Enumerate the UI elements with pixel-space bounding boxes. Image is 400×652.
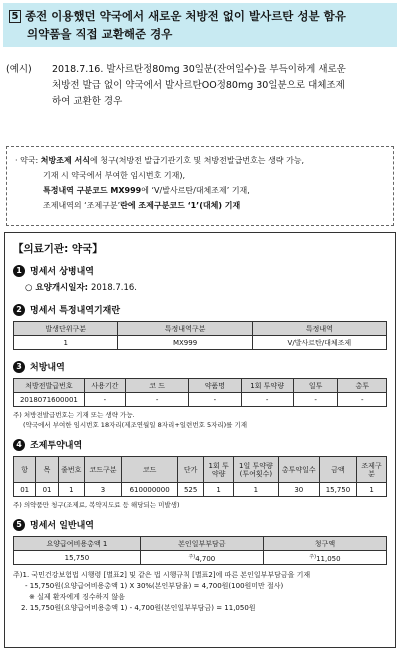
table-cell: -: [84, 393, 125, 407]
start-date-value: 2018.7.16.: [91, 283, 137, 293]
table-cell: -: [125, 393, 188, 407]
table-header: 줄번호: [58, 457, 84, 483]
section-2-title: [13, 303, 387, 316]
circle-number: 2: [13, 304, 25, 316]
table-cell: [263, 551, 386, 565]
table-cell: 1: [204, 483, 234, 497]
table-cell: 3: [84, 483, 121, 497]
special-details-table: [13, 321, 387, 350]
start-date-label: 요양개시일자:: [35, 283, 92, 293]
circle-number: 1: [13, 265, 25, 277]
table-header: 사용기간: [84, 379, 125, 393]
table-cell: 1: [14, 336, 118, 350]
section-header: [3, 3, 397, 47]
header-title-line1: 종전 이용했던 약국에서 새로운 처방전 없이 발사르탄 성분 함유: [25, 9, 346, 23]
table-header: 총투약일수: [278, 457, 319, 483]
footnote-marker: 주): [188, 553, 196, 560]
table-cell: -: [293, 393, 338, 407]
dispensing-table: [13, 456, 387, 497]
footnote-line: 주)1. 국민건강보험법 시행령 [별표2] 및 같은 법 시행규칙 [별표2]에 따른 본인일부부담금을 기재: [13, 571, 311, 579]
table-header: 발생단위구분: [14, 322, 118, 336]
table-cell: 01: [36, 483, 58, 497]
circle-number: 5: [13, 519, 25, 531]
table-cell: 1: [357, 483, 387, 497]
footnote-line: ※ 실제 환자에게 징수하지 않음: [29, 593, 125, 601]
note-text: 에 청구(처방전 발급기관기호 및 처방전발급번호는 생략 가능,: [89, 156, 305, 165]
table-header: 1일 투약량(투여횟수): [234, 457, 279, 483]
table-header: 조제구분: [357, 457, 387, 483]
section-5-title: [13, 518, 387, 531]
section-title: 명세서 특정내역기재란: [30, 306, 121, 316]
table-header: 단가: [178, 457, 204, 483]
note-text: 약국:: [20, 156, 41, 165]
claim-form: [4, 232, 396, 648]
table-cell: [140, 551, 263, 565]
caption-line: (약국에서 부여한 임시번호 18자리(제조연월일 8자리+일련번호 5자리)를 기재: [23, 421, 248, 429]
prescription-caption: [13, 410, 387, 430]
example-line: 하여 교환한 경우: [52, 96, 123, 107]
footnotes: [13, 570, 387, 614]
example-line: 2018.7.16. 발사르탄정80mg 30일분(잔여일수)을 부득이하게 새로운: [52, 64, 346, 75]
section-4-title: [13, 438, 387, 451]
section-3-title: [13, 360, 387, 373]
note-bold: 특정내역 구분코드 MX999: [43, 186, 142, 195]
example-label: (예시): [6, 64, 32, 75]
table-cell: 1: [234, 483, 279, 497]
section-title: 명세서 일반내역: [30, 521, 94, 531]
caption-line: 주) 처방전발급번호는 기재 또는 생략 가능.: [13, 411, 135, 419]
footnote-marker: 주): [309, 553, 317, 560]
table-cell: 1: [58, 483, 84, 497]
table-header: 본인일부부담금: [140, 537, 263, 551]
table-cell: 610000000: [122, 483, 178, 497]
table-cell: -: [241, 393, 293, 407]
table-header: 1회 투약량: [241, 379, 293, 393]
example-line: 처방전 발급 없이 약국에서 발사르탄OO정80mg 30일분으로 대체조제: [52, 80, 345, 91]
footnote-line: 2. 15,750원(요양급여비용총액 1) - 4,700원(본인일부부담금) = 11,050원: [21, 604, 256, 612]
table-header: 금액: [319, 457, 356, 483]
circle-number: 4: [13, 439, 25, 451]
table-cell: V/발사르탄/대체조제: [252, 336, 386, 350]
table-cell: 15,750: [14, 551, 141, 565]
section-number: 5: [9, 10, 21, 23]
section-title: 명세서 상병내역: [30, 267, 94, 277]
cell-value: 4,700: [195, 554, 216, 563]
table-header: 항: [14, 457, 36, 483]
section-title: 처방내역: [30, 363, 65, 373]
note-bold: 처방조제 서식: [40, 156, 90, 165]
table-header: 특정내역구분: [118, 322, 252, 336]
table-cell: 30: [278, 483, 319, 497]
table-cell: MX999: [118, 336, 252, 350]
table-header: 1회 투약량: [204, 457, 234, 483]
general-details-table: [13, 536, 387, 565]
table-header: 처방전발급번호: [14, 379, 85, 393]
note-text: 에 ‘V/발사르탄/대체조제’ 기재,: [141, 186, 250, 195]
circle-number: 3: [13, 361, 25, 373]
table-header: 코 드: [125, 379, 188, 393]
table-header: 총투: [338, 379, 387, 393]
instruction-note: · 약국: 처방조제 서식에 청구(처방전 발급기관기호 및 처방전발급번호는 생략 가능, 기재 시 약국에서 부여한 임시번호 기재), 특정내역 구분코드 MX999에 ‘V/발사르탄/대체조제’ 기재, 조제내역의 ‘조제구분’란에 조제구분코드 ‘1’(대체) 기재: [6, 146, 394, 226]
prescription-table: [13, 378, 387, 407]
table-header: 코드: [122, 457, 178, 483]
start-date: ○ 요양개시일자: 2018.7.16.: [25, 283, 137, 293]
table-header: 특정내역: [252, 322, 386, 336]
note-bold: 란에 조제구분코드 ‘1’(대체) 기재: [120, 201, 241, 210]
table-header: 청구액: [263, 537, 386, 551]
section-title: 조제투약내역: [30, 441, 83, 451]
table-header: 요양급여비용총액 1: [14, 537, 141, 551]
org-title: 【의료기관: 약국】: [13, 243, 103, 255]
table-cell: -: [338, 393, 387, 407]
table-header: 코드구분: [84, 457, 121, 483]
table-header: 일투: [293, 379, 338, 393]
header-title-line2: 의약품을 직접 교환해준 경우: [27, 27, 173, 41]
dispensing-caption: 주) 의약품만 청구(조제료, 복약지도료 등 해당되는 미발생): [13, 501, 180, 509]
table-header: 약품명: [189, 379, 241, 393]
footnote-line: - 15,750원(요양급여비용총액 1) X 30%(본인부담율) = 4,700원(100원미만 절사): [25, 582, 284, 590]
table-cell: -: [189, 393, 241, 407]
table-cell: 2018071600001: [14, 393, 85, 407]
table-header: 목: [36, 457, 58, 483]
table-cell: 15,750: [319, 483, 356, 497]
table-cell: 01: [14, 483, 36, 497]
note-text: 기재 시 약국에서 부여한 임시번호 기재),: [43, 171, 186, 180]
table-cell: 525: [178, 483, 204, 497]
note-text: 조제내역의 ‘조제구분’: [43, 201, 121, 210]
example-block: [6, 62, 396, 110]
section-1-title: [13, 264, 387, 277]
cell-value: 11,050: [316, 554, 341, 563]
